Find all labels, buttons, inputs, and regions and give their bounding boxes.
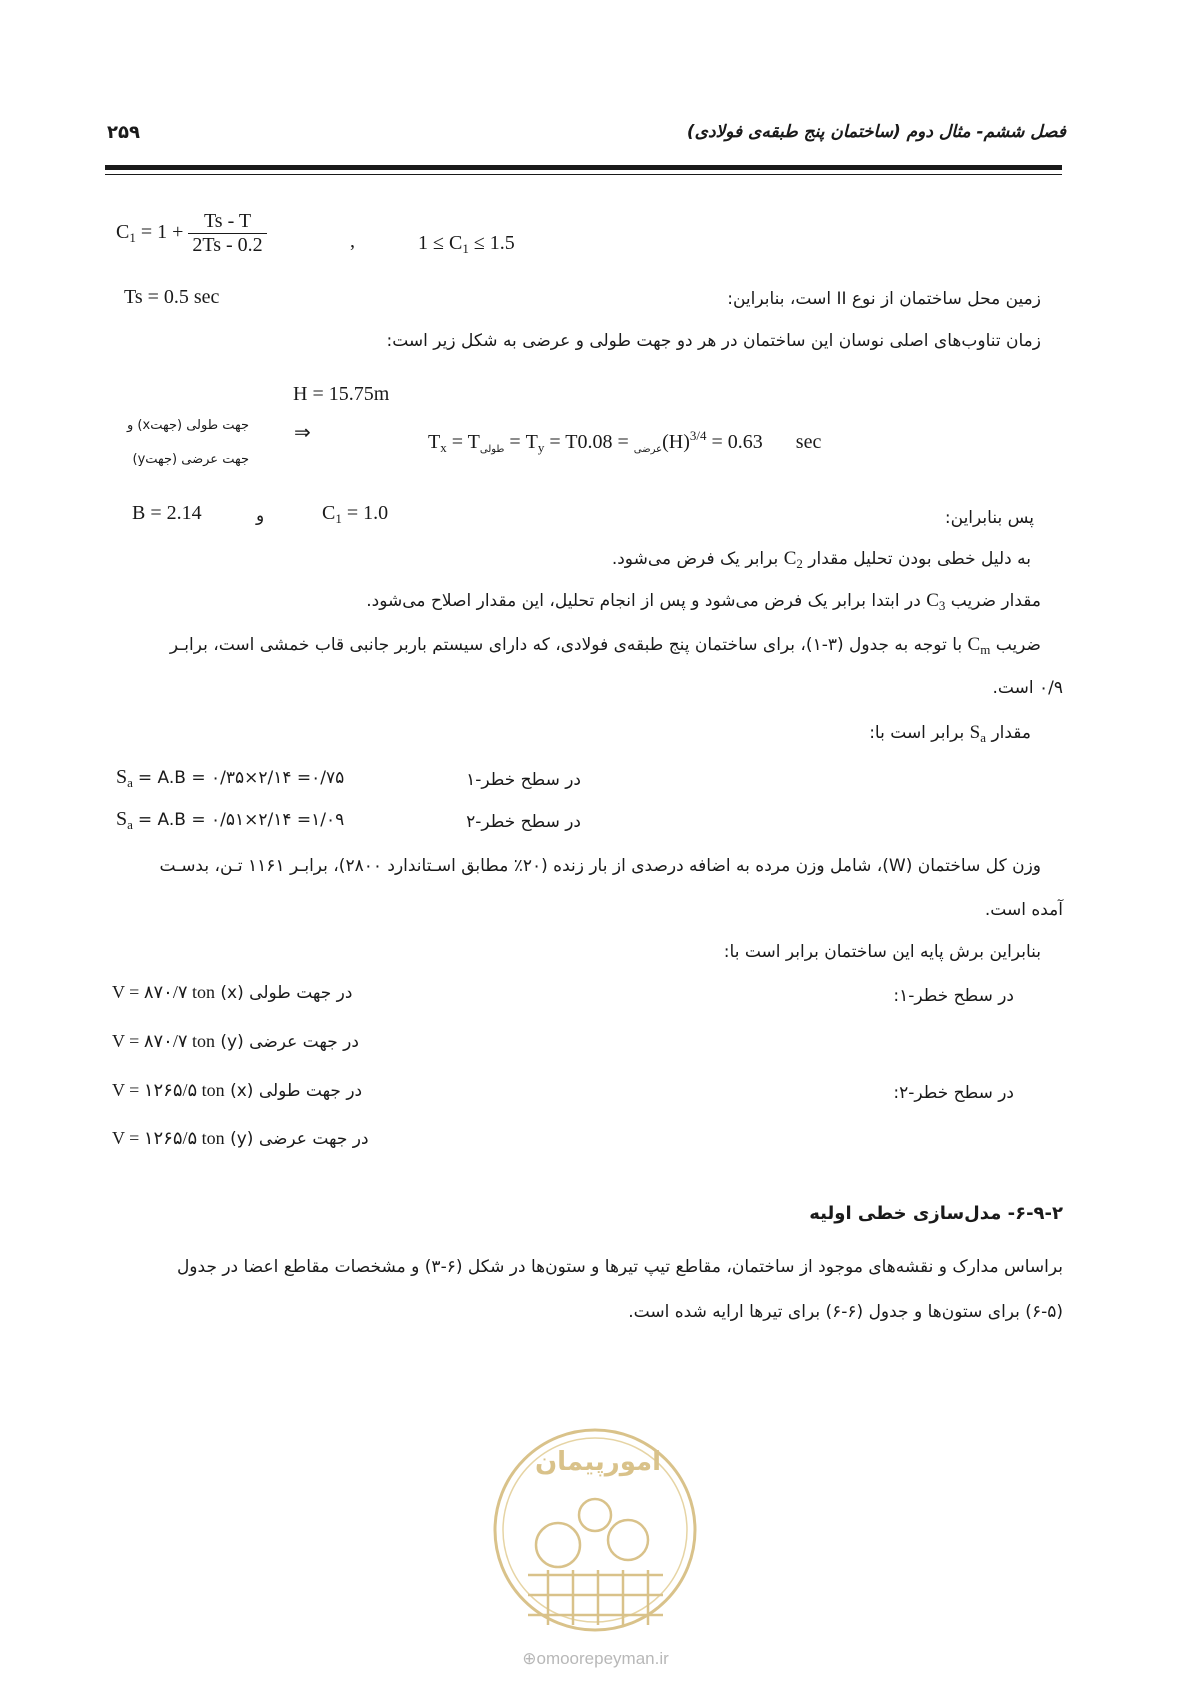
equals-sign: = bbox=[451, 431, 463, 453]
period-coefficient: = 0.08(H) bbox=[577, 431, 690, 453]
hazard-2-label: در سطح خطر-۲: bbox=[893, 1083, 1014, 1103]
ts-value: Ts = 0.5 sec bbox=[124, 286, 220, 308]
c2-symbol: $C_2$ bbox=[783, 548, 803, 571]
hazard-1-label: در سطح خطر-۱: bbox=[893, 986, 1014, 1006]
c2-text-a: به دلیل خطی بودن تحلیل مقدار bbox=[808, 549, 1031, 569]
shear-row-2-direction: در جهت عرضی (y) bbox=[220, 1032, 359, 1052]
paragraph-cm-end: ۰/۹ است. bbox=[992, 678, 1063, 698]
c1-subscript: 1 bbox=[335, 511, 342, 526]
chapter-title: فصل ششم- مثال دوم (ساختمان پنج طبقه‌ی فولادی) bbox=[686, 122, 1066, 142]
shear-row-2-value: V = ۸۷۰/۷ ton bbox=[112, 1031, 215, 1051]
paragraph-soil: زمین محل ساختمان از نوع II است، بنابراین: bbox=[727, 289, 1041, 309]
sa-row-2-value: = A.B = ۰/۵۱×۲/۱۴ =۱/۰۹ bbox=[137, 810, 345, 830]
period-exponent: 3/4 bbox=[689, 428, 707, 443]
range-subscript: 1 bbox=[462, 241, 469, 256]
c3-symbol: $C_3$ bbox=[926, 590, 946, 613]
shear-row-4-direction: در جهت عرضی (y) bbox=[230, 1129, 369, 1149]
t-subscript-x: x bbox=[440, 440, 447, 455]
sa-row-2-label: در سطح خطر-۲ bbox=[466, 812, 581, 832]
shear-row-3-value: V = ۱۲۶۵/۵ ton bbox=[112, 1080, 225, 1100]
header-rule-thin bbox=[105, 174, 1062, 175]
range-left: 1 ≤ C bbox=[418, 232, 463, 254]
paragraph-model-end: (۶-۵) برای ستون‌ها و جدول (۶-۶) برای تیرها ارایه شده است. bbox=[628, 1302, 1063, 1322]
paragraph-model: براساس مدارک و نقشه‌های موجود از ساختمان، مقاطع تیپ تیرها و ستون‌ها در شکل (۶-۳) و مشخصات مقاطع اعضا در جدول bbox=[176, 1257, 1063, 1277]
t-subscript-trans: عرضی bbox=[633, 444, 663, 455]
range-right: ≤ 1.5 bbox=[473, 232, 515, 254]
watermark-globe-icon: ⊕ bbox=[522, 1649, 537, 1668]
b-value: B = 2.14 bbox=[132, 502, 202, 524]
c1-number: = 1.0 bbox=[346, 502, 389, 524]
shear-row-1 bbox=[112, 982, 352, 1003]
section-heading: ۶-۹-۲- مدل‌سازی خطی اولیه bbox=[809, 1203, 1063, 1224]
cm-symbol: $C_m$ bbox=[967, 634, 991, 657]
direction-long-label: جهت طولی (جهتx) و bbox=[127, 418, 249, 433]
paragraph-shear: بنابراین برش پایه این ساختمان برابر است با: bbox=[723, 942, 1041, 962]
t-symbol: T bbox=[565, 431, 578, 453]
paragraph-sa bbox=[869, 722, 1031, 746]
watermark-site-text: omoorepeyman.ir bbox=[536, 1649, 669, 1668]
watermark-seal-icon bbox=[488, 1425, 703, 1675]
watermark-logo bbox=[488, 1425, 703, 1675]
c3-text-a: مقدار ضریب bbox=[950, 591, 1041, 611]
header-rule-thick bbox=[105, 165, 1062, 170]
t-symbol: T bbox=[525, 431, 538, 453]
sa-text-b: برابر است با: bbox=[869, 723, 965, 743]
c1-eq-prefix: = 1 + bbox=[140, 221, 184, 244]
sa-row-1-value: = A.B = ۰/۳۵×۲/۱۴ =۰/۷۵ bbox=[137, 768, 345, 788]
c1-symbol: C bbox=[116, 221, 130, 244]
shear-row-1-direction: در جهت طولی (x) bbox=[220, 983, 353, 1003]
watermark-site bbox=[488, 1649, 703, 1669]
paragraph-weight-end: آمده است. bbox=[984, 900, 1063, 920]
c1-subscript: 1 bbox=[129, 230, 136, 246]
direction-trans-label: جهت عرضی (جهتy) bbox=[132, 452, 249, 467]
cm-text-a: ضریب bbox=[995, 635, 1041, 655]
equals-sign: = bbox=[549, 431, 561, 453]
sa-text-a: مقدار bbox=[991, 723, 1031, 743]
implies-arrow: ⇒ bbox=[294, 422, 311, 444]
shear-row-3-direction: در جهت طولی (x) bbox=[230, 1081, 363, 1101]
paragraph-cm bbox=[170, 634, 1041, 658]
t-symbol: T bbox=[467, 431, 480, 453]
sa-symbol: $S_a$ bbox=[969, 722, 987, 745]
c1-denominator: 2Ts - 0.2 bbox=[192, 234, 263, 256]
period-unit: sec bbox=[795, 431, 822, 453]
c1-equation bbox=[116, 210, 267, 257]
c1-range bbox=[418, 232, 515, 257]
c1-numerator: Ts - T bbox=[188, 210, 266, 234]
c2-text-b: برابر یک فرض می‌شود. bbox=[611, 549, 779, 569]
and-word: و bbox=[256, 506, 265, 526]
paragraph-c3 bbox=[366, 590, 1041, 614]
equals-sign: = bbox=[509, 431, 521, 453]
t-subscript-long: طولی bbox=[479, 444, 505, 455]
c3-text-b: در ابتدا برابر یک فرض می‌شود و پس از انجام تحلیل، این مقدار اصلاح می‌شود. bbox=[366, 591, 921, 611]
t-subscript-y: y bbox=[537, 440, 545, 455]
period-equation bbox=[428, 428, 821, 456]
paragraph-weight: وزن کل ساختمان (W)، شامل وزن مرده به اضافه درصدی از بار زنده (۲۰٪ مطابق اسـتاندارد ۲۸۰۰)، برابـر ۱۱۶۱ تـن، بدسـت bbox=[159, 856, 1041, 876]
sa-row-1: $S_a = A.B$ = ۰/۳۵×۲/۱۴ =۰/۷۵ bbox=[116, 766, 345, 790]
c1-value bbox=[322, 502, 388, 527]
t-symbol: T bbox=[428, 431, 441, 453]
shear-row-2 bbox=[112, 1031, 359, 1052]
sa-row-2: $S_a = A.B$ = ۰/۵۱×۲/۱۴ =۱/۰۹ bbox=[116, 808, 345, 832]
paragraph-period: زمان تناوب‌های اصلی نوسان این ساختمان در هر دو جهت طولی و عرضی به شکل زیر است: bbox=[386, 331, 1041, 351]
c1-symbol: C bbox=[322, 502, 336, 524]
page-number: ۲۵۹ bbox=[107, 122, 140, 143]
shear-row-4 bbox=[112, 1128, 369, 1149]
sa-row-1-label: در سطح خطر-۱ bbox=[466, 770, 581, 790]
shear-row-1-value: V = ۸۷۰/۷ ton bbox=[112, 982, 215, 1002]
height-value: H = 15.75m bbox=[293, 383, 390, 405]
c1-fraction bbox=[188, 210, 266, 257]
period-result: = 0.63 bbox=[711, 431, 763, 453]
therefore-label: پس بنابراین: bbox=[944, 508, 1034, 528]
cm-text-b: با توجه به جدول (۳-۱)، برای ساختمان پنج طبقه‌ی فولادی، که دارای سیستم باربر جانبی قاب خمشی است، برابـر bbox=[169, 635, 963, 655]
shear-row-4-value: V = ۱۲۶۵/۵ ton bbox=[112, 1128, 225, 1148]
paragraph-c2 bbox=[612, 548, 1031, 572]
watermark-logo-text: امورپیمان bbox=[534, 1447, 662, 1477]
shear-row-3 bbox=[112, 1080, 362, 1101]
c1-comma: , bbox=[350, 230, 355, 252]
